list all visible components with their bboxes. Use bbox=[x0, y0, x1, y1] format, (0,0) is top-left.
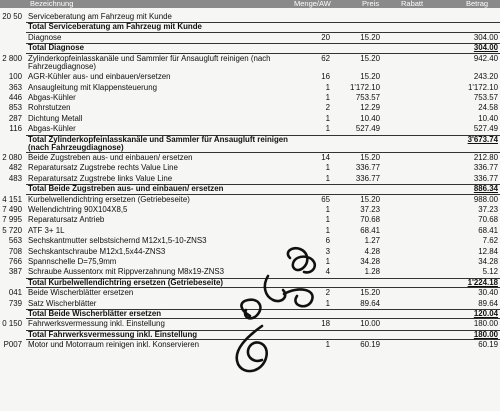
item-amount: 886.34 bbox=[473, 184, 498, 194]
item-description: Total Beide Wischerblätter ersetzen bbox=[28, 308, 162, 318]
total-row bbox=[0, 330, 500, 340]
item-amount: 7.62 bbox=[482, 236, 498, 246]
item-amount: 1'224.18 bbox=[467, 277, 498, 287]
item-amount: 753.57 bbox=[473, 92, 498, 102]
item-amount: 37.23 bbox=[478, 205, 498, 215]
item-amount: 68.41 bbox=[478, 225, 498, 235]
item-amount: 30.40 bbox=[478, 288, 498, 298]
item-price: 15.20 bbox=[360, 53, 380, 63]
item-amount: 12.84 bbox=[478, 246, 498, 256]
total-row bbox=[0, 22, 500, 32]
item-code: 4 151 bbox=[2, 194, 22, 204]
item-code: 0 150 bbox=[2, 319, 22, 329]
item-price: 336.77 bbox=[355, 173, 380, 183]
item-code: 20 50 bbox=[2, 12, 22, 21]
item-quantity: 1 bbox=[325, 340, 330, 350]
table-row bbox=[0, 205, 500, 215]
table-row bbox=[0, 195, 500, 205]
table-row bbox=[0, 163, 500, 173]
table-header bbox=[0, 0, 500, 8]
item-price: 15.20 bbox=[360, 153, 380, 163]
item-quantity: 1 bbox=[325, 113, 330, 123]
item-amount: 70.68 bbox=[478, 215, 498, 225]
item-price: 753.57 bbox=[355, 92, 380, 102]
item-amount: 304.00 bbox=[473, 32, 498, 42]
item-description: Satz Wischerblätter bbox=[28, 298, 97, 308]
item-quantity: 65 bbox=[321, 194, 330, 204]
item-quantity: 1 bbox=[325, 298, 330, 308]
item-code: 041 bbox=[8, 288, 22, 298]
header-bezeichnung: Bezeichnung bbox=[30, 0, 74, 8]
item-description: Reparatursatz Antrieb bbox=[28, 215, 105, 225]
item-price: 336.77 bbox=[355, 163, 380, 173]
total-row bbox=[0, 278, 500, 288]
item-code: 387 bbox=[8, 267, 22, 277]
table-row bbox=[0, 54, 500, 73]
item-code: 482 bbox=[8, 163, 22, 173]
table-row bbox=[0, 93, 500, 103]
item-description: Total Beide Zugstreben aus- und einbauen/ ersetzen bbox=[28, 184, 224, 194]
item-description: Sechskantschraube M12x1,5x44-ZNS3 bbox=[28, 246, 166, 256]
table-row bbox=[0, 103, 500, 113]
item-code: 116 bbox=[9, 124, 22, 134]
item-price: 15.20 bbox=[360, 72, 380, 82]
item-description: Spannschelle D=75,9mm bbox=[28, 257, 117, 266]
table-row bbox=[0, 340, 500, 350]
table-row bbox=[0, 153, 500, 163]
item-code: 287 bbox=[8, 113, 22, 123]
item-quantity: 1 bbox=[325, 82, 330, 92]
item-quantity: 2 bbox=[325, 288, 330, 298]
item-amount: 5.12 bbox=[482, 267, 498, 277]
item-amount: 527.49 bbox=[473, 124, 498, 134]
item-amount: 180.00 bbox=[473, 329, 498, 339]
table-row bbox=[0, 288, 500, 298]
item-code: 100 bbox=[8, 72, 22, 82]
item-quantity: 1 bbox=[325, 257, 330, 266]
item-code: 708 bbox=[8, 246, 22, 256]
total-row bbox=[0, 184, 500, 194]
item-description: Rohrstutzen bbox=[28, 103, 71, 113]
item-code: 2 800 bbox=[2, 53, 22, 63]
item-description: Zylinderkopfeinlasskanäle und Sammler für Ansaugluft reinigen (nach Fahrzeugdiagnose) bbox=[28, 53, 271, 72]
item-price: 12.29 bbox=[360, 103, 380, 113]
item-price: 527.49 bbox=[355, 124, 380, 134]
item-quantity: 4 bbox=[325, 267, 330, 277]
item-description: Sechskantmutter selbstsichernd M12x1,5-10-ZNS3 bbox=[28, 236, 207, 246]
item-quantity: 1 bbox=[325, 92, 330, 102]
table-row bbox=[0, 257, 500, 267]
item-amount: 24.58 bbox=[478, 103, 498, 113]
table-row bbox=[0, 247, 500, 257]
item-quantity: 16 bbox=[321, 72, 330, 82]
item-quantity: 3 bbox=[325, 246, 330, 256]
total-row bbox=[0, 309, 500, 319]
item-amount: 1'172.10 bbox=[467, 82, 498, 92]
item-description: ATF 3+ 1L bbox=[28, 225, 65, 235]
header-preis: Preis bbox=[362, 0, 380, 8]
item-description: Reparatursatz Zugstrebe rechts Value Line bbox=[28, 163, 178, 173]
item-amount: 212.80 bbox=[473, 153, 498, 163]
table-row bbox=[0, 236, 500, 246]
item-amount: 10.40 bbox=[478, 113, 498, 123]
item-quantity: 18 bbox=[321, 319, 330, 329]
item-code: 446 bbox=[8, 92, 22, 102]
table-row bbox=[0, 267, 500, 277]
item-description: Kurbelwellendichtring ersetzen (Getriebeseite) bbox=[28, 194, 190, 204]
item-amount: 304.00 bbox=[473, 43, 498, 53]
item-description: Total Kurbelwellendichtring ersetzen (Getriebeseite) bbox=[28, 277, 223, 287]
item-description: Dichtung Metall bbox=[28, 113, 83, 123]
item-quantity: 2 bbox=[325, 103, 330, 113]
total-row bbox=[0, 43, 500, 53]
item-amount: 120.04 bbox=[473, 308, 498, 318]
item-price: 89.64 bbox=[360, 298, 380, 308]
item-amount: 180.00 bbox=[473, 319, 498, 329]
item-description: Total Serviceberatung am Fahrzeug mit Kunde bbox=[28, 22, 202, 32]
item-quantity: 14 bbox=[321, 153, 330, 163]
item-description: Total Zylinderkopfeinlasskanäle und Sammler für Ansaugluft reinigen (nach Fahrzeugdiagnose) bbox=[28, 134, 289, 153]
item-description: Diagnose bbox=[28, 32, 62, 42]
item-price: 60.19 bbox=[360, 340, 380, 350]
item-price: 15.20 bbox=[360, 288, 380, 298]
table-row bbox=[0, 114, 500, 124]
table-row bbox=[0, 83, 500, 93]
item-description: Serviceberatung am Fahrzeug mit Kunde bbox=[28, 12, 172, 21]
item-amount: 3'673.74 bbox=[467, 134, 498, 144]
item-quantity: 62 bbox=[321, 53, 330, 63]
item-amount: 336.77 bbox=[473, 173, 498, 183]
item-code: 739 bbox=[8, 298, 22, 308]
item-description: Beide Zugstreben aus- und einbauen/ ersetzen bbox=[28, 153, 193, 163]
item-amount: 243.20 bbox=[473, 72, 498, 82]
item-description: Abgas-Kühler bbox=[28, 92, 76, 102]
item-code: 766 bbox=[8, 257, 22, 266]
item-description: Ansaugleitung mit Klappensteuerung bbox=[28, 82, 157, 92]
item-amount: 336.77 bbox=[473, 163, 498, 173]
item-description: Total Diagnose bbox=[28, 43, 84, 53]
item-quantity: 1 bbox=[325, 124, 330, 134]
item-price: 34.28 bbox=[360, 257, 380, 266]
item-quantity: 1 bbox=[325, 205, 330, 215]
item-price: 68.41 bbox=[360, 225, 380, 235]
item-quantity: 1 bbox=[325, 163, 330, 173]
header-rabatt: Rabatt bbox=[401, 0, 424, 8]
item-description: Beide Wischerblätter ersetzen bbox=[28, 288, 134, 298]
item-amount: 942.40 bbox=[473, 53, 498, 63]
table-row bbox=[0, 226, 500, 236]
item-code: 563 bbox=[8, 236, 22, 246]
item-price: 1'172.10 bbox=[349, 82, 380, 92]
item-price: 15.20 bbox=[360, 32, 380, 42]
item-description: Abgas-Kühler bbox=[28, 124, 76, 134]
item-price: 1.28 bbox=[364, 267, 380, 277]
table-row bbox=[0, 215, 500, 225]
header-betrag: Betrag bbox=[466, 0, 489, 8]
item-price: 15.20 bbox=[360, 194, 380, 204]
item-amount: 60.19 bbox=[478, 340, 498, 350]
item-quantity: 1 bbox=[325, 215, 330, 225]
item-amount: 34.28 bbox=[478, 257, 498, 266]
item-code: 5 720 bbox=[2, 225, 22, 235]
item-code: 363 bbox=[8, 82, 22, 92]
table-row bbox=[0, 299, 500, 309]
item-price: 37.23 bbox=[360, 205, 380, 215]
item-description: Total Fahrwerksvermessung inkl. Einstellung bbox=[28, 329, 198, 339]
item-quantity: 1 bbox=[325, 225, 330, 235]
item-quantity: 20 bbox=[321, 32, 330, 42]
item-code: 2 080 bbox=[2, 153, 22, 163]
item-description: Reparatursatz Zugstrebe links Value Line bbox=[28, 173, 173, 183]
item-description: AGR-Kühler aus- und einbauen/ersetzen bbox=[28, 72, 171, 82]
table-row bbox=[0, 72, 500, 82]
item-description: Fahrwerksvermessung inkl. Einstellung bbox=[28, 319, 165, 329]
item-code: 483 bbox=[8, 173, 22, 183]
item-code: 7 995 bbox=[2, 215, 22, 225]
item-quantity: 6 bbox=[325, 236, 330, 246]
item-quantity: 1 bbox=[325, 173, 330, 183]
item-description: Schraube Aussentorx mit Rippverzahnung M8x19-ZNS3 bbox=[28, 267, 225, 277]
item-price: 10.40 bbox=[360, 113, 380, 123]
item-description: Wellendichtring 90X104X8,5 bbox=[28, 205, 128, 215]
item-code: 7 490 bbox=[2, 205, 22, 215]
item-description: Motor und Motorraum reinigen inkl. Konservieren bbox=[28, 340, 200, 350]
table-row bbox=[0, 124, 500, 134]
item-price: 70.68 bbox=[360, 215, 380, 225]
header-menge: Menge/AW bbox=[294, 0, 331, 8]
item-code: 853 bbox=[8, 103, 22, 113]
invoice-table bbox=[0, 12, 500, 351]
item-code: P007 bbox=[3, 340, 22, 350]
item-amount: 89.64 bbox=[478, 298, 498, 308]
table-row bbox=[0, 174, 500, 184]
total-row bbox=[0, 135, 500, 154]
table-row bbox=[0, 33, 500, 43]
table-row bbox=[0, 12, 500, 22]
item-amount: 988.00 bbox=[473, 194, 498, 204]
item-price: 4.28 bbox=[364, 246, 380, 256]
item-price: 1.27 bbox=[364, 236, 380, 246]
item-price: 10.00 bbox=[360, 319, 380, 329]
table-row bbox=[0, 319, 500, 329]
